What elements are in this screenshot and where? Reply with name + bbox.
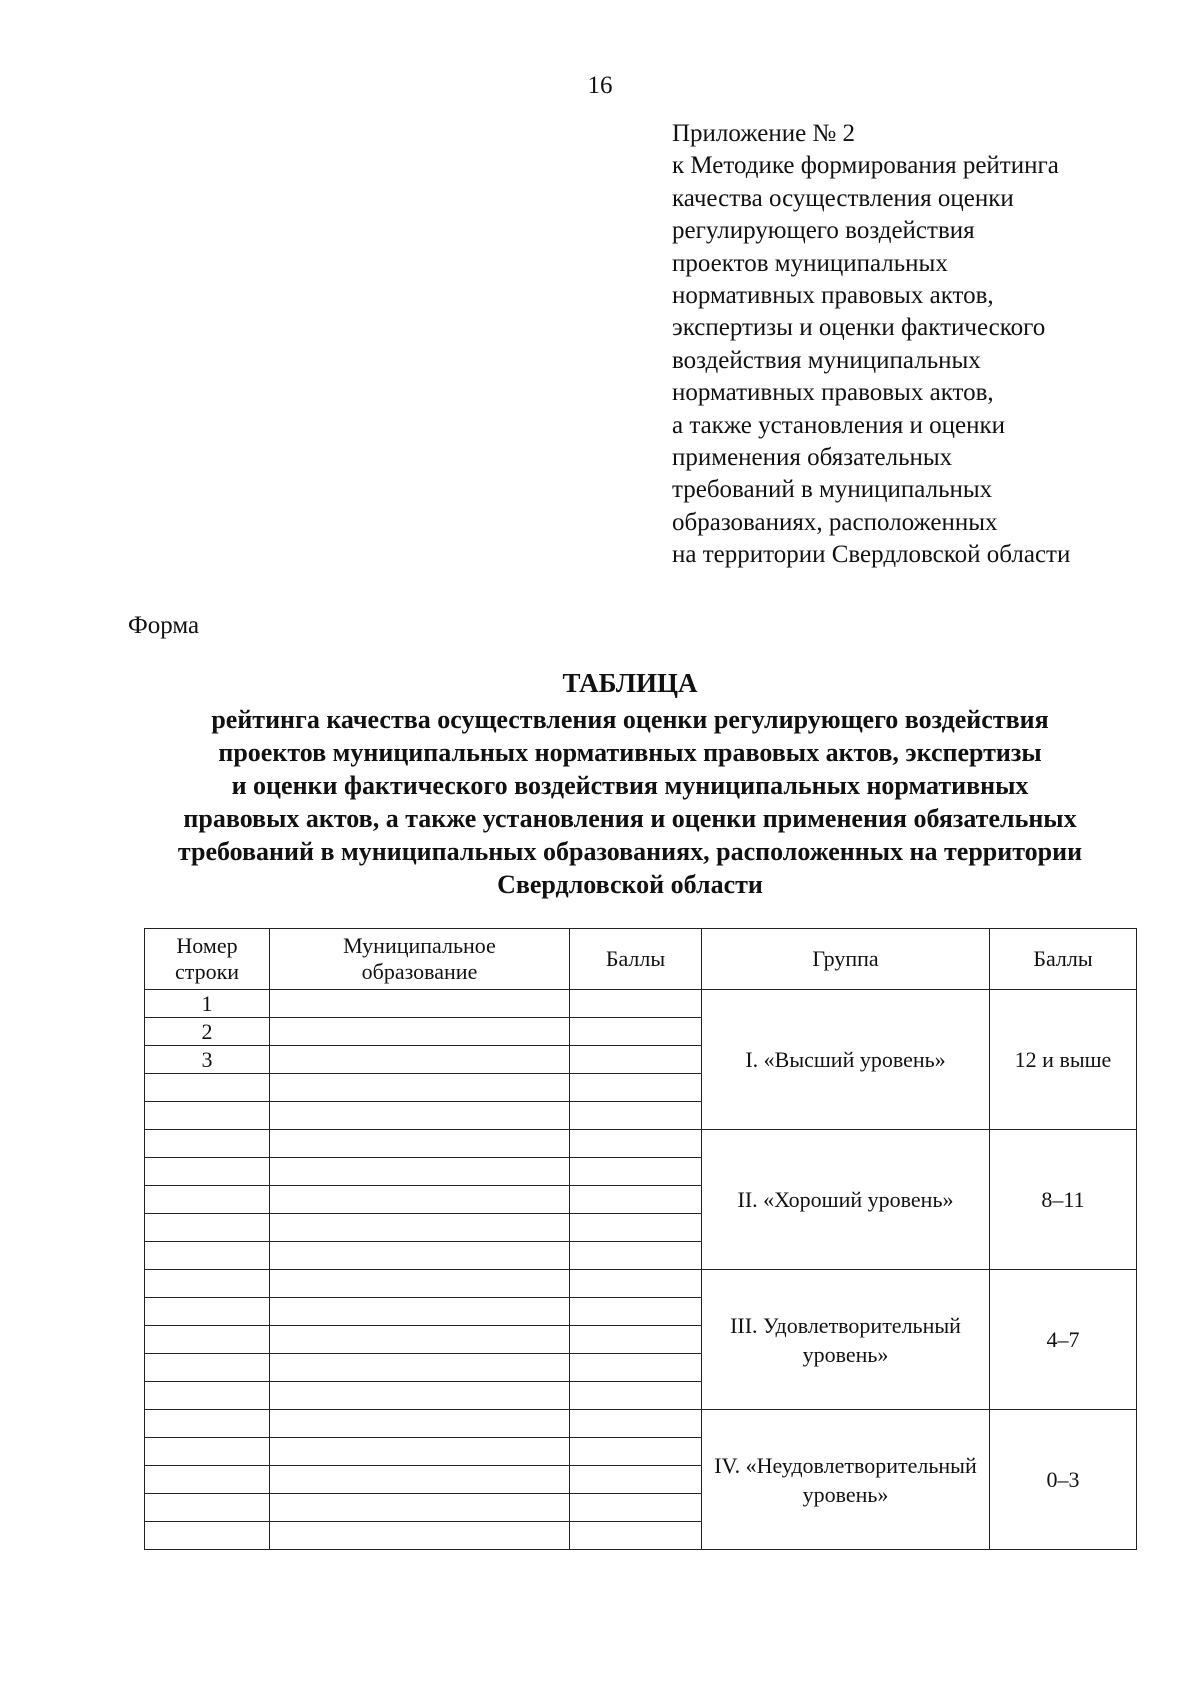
table-title: ТАБЛИЦА: [562, 668, 698, 698]
row-number-cell: [145, 1494, 270, 1522]
group-cell: III. Удовлетворительный уровень»: [702, 1270, 990, 1410]
appendix-line: нормативных правовых актов,: [672, 282, 994, 310]
row-number-cell: [145, 1382, 270, 1410]
table-row: [145, 1270, 1137, 1298]
row-number-cell: [145, 1466, 270, 1494]
points-cell: [570, 1410, 702, 1438]
header-municipality: Муниципальное образование: [270, 929, 570, 990]
points-cell: [570, 1186, 702, 1214]
points-cell: [570, 1158, 702, 1186]
appendix-line: регулирующего воздействия: [672, 217, 975, 245]
group-points-cell: 4–7: [990, 1270, 1137, 1410]
points-cell: [570, 990, 702, 1018]
appendix-line: проектов муниципальных: [672, 249, 948, 277]
municipality-cell: [270, 1438, 570, 1466]
appendix-line: нормативных правовых актов,: [672, 379, 994, 407]
municipality-cell: [270, 1466, 570, 1494]
table-row: [145, 990, 1137, 1018]
municipality-cell: [270, 1214, 570, 1242]
appendix-line: образованиях, расположенных: [672, 508, 998, 536]
municipality-cell: [270, 1382, 570, 1410]
row-number-cell: [145, 1438, 270, 1466]
points-cell: [570, 1382, 702, 1410]
points-cell: [570, 1074, 702, 1102]
appendix-line: воздействия муниципальных: [672, 346, 981, 374]
municipality-cell: [270, 1018, 570, 1046]
appendix-line: качества осуществления оценки: [672, 184, 1014, 212]
municipality-cell: [270, 1186, 570, 1214]
table-row: [145, 1410, 1137, 1438]
municipality-cell: [270, 1158, 570, 1186]
row-number-cell: [145, 1410, 270, 1438]
row-number-cell: [145, 1354, 270, 1382]
table-row: [145, 1130, 1137, 1158]
points-cell: [570, 1018, 702, 1046]
header-group-points: Баллы: [990, 929, 1137, 990]
header-row-number: Номер строки: [145, 929, 270, 990]
appendix-line: Приложение № 2: [672, 120, 856, 147]
page-number: 16: [587, 72, 613, 99]
form-label: Форма: [128, 612, 200, 639]
points-cell: [570, 1438, 702, 1466]
points-cell: [570, 1270, 702, 1298]
row-number-cell: [145, 1102, 270, 1130]
header-points: Баллы: [570, 929, 702, 990]
row-number-cell: [145, 1522, 270, 1550]
municipality-cell: [270, 990, 570, 1018]
municipality-cell: [270, 1522, 570, 1550]
row-number-cell: [145, 1130, 270, 1158]
appendix-line: к Методике формирования рейтинга: [672, 152, 1059, 180]
row-number-cell: 2: [145, 1018, 270, 1046]
points-cell: [570, 1494, 702, 1522]
municipality-cell: [270, 1494, 570, 1522]
municipality-cell: [270, 1130, 570, 1158]
group-cell: II. «Хороший уровень»: [702, 1130, 990, 1270]
table-heading-line: рейтинга качества осуществления оценки регулирующего воздействия: [211, 705, 1049, 734]
municipality-cell: [270, 1326, 570, 1354]
points-cell: [570, 1326, 702, 1354]
table-heading-line: и оценки фактического воздействия муниципальных нормативных: [231, 771, 1029, 800]
municipality-cell: [270, 1046, 570, 1074]
row-number-cell: [145, 1326, 270, 1354]
row-number-cell: [145, 1270, 270, 1298]
table-heading-line: Свердловской области: [497, 870, 763, 899]
group-cell: I. «Высший уровень»: [702, 990, 990, 1130]
row-number-cell: [145, 1074, 270, 1102]
appendix-line: экспертизы и оценки фактического: [672, 314, 1046, 342]
group-points-cell: 8–11: [990, 1130, 1137, 1270]
group-cell: IV. «Неудовлетворительный уровень»: [702, 1410, 990, 1550]
table-heading: [0, 703, 1200, 901]
points-cell: [570, 1242, 702, 1270]
points-cell: [570, 1522, 702, 1550]
points-cell: [570, 1102, 702, 1130]
table-heading-line: проектов муниципальных нормативных правовых актов, экспертизы: [218, 738, 1042, 767]
municipality-cell: [270, 1410, 570, 1438]
row-number-cell: [145, 1186, 270, 1214]
appendix-line: применения обязательных: [672, 444, 953, 472]
points-cell: [570, 1046, 702, 1074]
header-group: Группа: [702, 929, 990, 990]
group-points-cell: 12 и выше: [990, 990, 1137, 1130]
row-number-cell: [145, 1298, 270, 1326]
table-header-row: [145, 929, 1137, 990]
appendix-line: а также установления и оценки: [672, 411, 1005, 439]
row-number-cell: [145, 1214, 270, 1242]
row-number-cell: [145, 1242, 270, 1270]
row-number-cell: [145, 1158, 270, 1186]
points-cell: [570, 1214, 702, 1242]
rating-table: [144, 928, 1137, 1550]
row-number-cell: 1: [145, 990, 270, 1018]
municipality-cell: [270, 1270, 570, 1298]
row-number-cell: 3: [145, 1046, 270, 1074]
municipality-cell: [270, 1354, 570, 1382]
points-cell: [570, 1466, 702, 1494]
group-points-cell: 0–3: [990, 1410, 1137, 1550]
points-cell: [570, 1298, 702, 1326]
appendix-line: требований в муниципальных: [672, 476, 993, 504]
table-heading-line: требований в муниципальных образованиях, расположенных на территории: [177, 837, 1083, 866]
appendix-line: на территории Свердловской области: [672, 541, 1071, 569]
municipality-cell: [270, 1242, 570, 1270]
points-cell: [570, 1354, 702, 1382]
municipality-cell: [270, 1298, 570, 1326]
municipality-cell: [270, 1074, 570, 1102]
municipality-cell: [270, 1102, 570, 1130]
appendix-note: [672, 118, 1192, 572]
table-heading-line: правовых актов, а также установления и оценки применения обязательных: [183, 804, 1077, 833]
points-cell: [570, 1130, 702, 1158]
